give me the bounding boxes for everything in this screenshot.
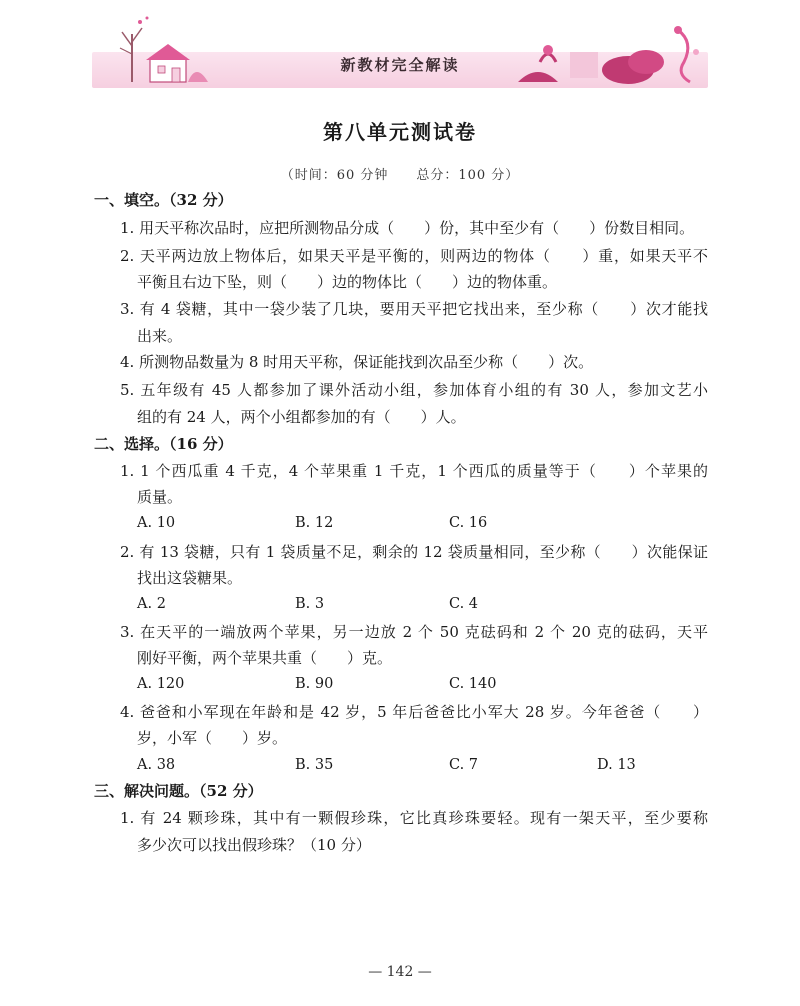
- header-title: 新教材完全解读: [340, 56, 460, 74]
- question-text: 5. 五年级有 45 人都参加了课外活动小组，参加体育小组的有 30 人，参加文艺小: [120, 381, 708, 399]
- option-b: B. 35: [295, 757, 334, 773]
- question-text-continued: 质量。: [137, 488, 183, 506]
- header-banner: [92, 12, 708, 88]
- question-text-continued: 岁，小军（ ）岁。: [137, 729, 288, 747]
- option-a: A. 38: [137, 757, 176, 773]
- question-text-continued: 平衡且右边下坠，则（ ）边的物体比（ ）边的物体重。: [137, 273, 558, 291]
- question-text: 3. 有 4 袋糖，其中一袋少装了几块，要用天平把它找出来，至少称（ ）次才能找: [120, 300, 708, 318]
- option-b: B. 12: [295, 515, 334, 531]
- question-text-continued: 出来。: [137, 327, 183, 345]
- question-text-continued: 找出这袋糖果。: [137, 569, 243, 587]
- option-d: D. 13: [597, 757, 636, 773]
- question-text-continued: 多少次可以找出假珍珠？（10 分）: [137, 836, 371, 854]
- question-text: 1. 用天平称次品时，应把所测物品分成（ ）份，其中至少有（ ）份数目相同。: [120, 219, 695, 237]
- option-c: C. 140: [449, 676, 497, 692]
- question-text: 4. 所测物品数量为 8 时用天平称，保证能找到次品至少称（ ）次。: [120, 353, 594, 371]
- question-text: 2. 天平两边放上物体后，如果天平是平衡的，则两边的物体（ ）重，如果天平不: [120, 247, 708, 265]
- section-heading: 三、解决问题。（52 分）: [94, 782, 263, 800]
- section-heading: 二、选择。（16 分）: [94, 435, 233, 453]
- option-a: A. 2: [137, 596, 166, 612]
- question-text: 3. 在天平的一端放两个苹果，另一边放 2 个 50 克砝码和 2 个 20 克的砝码，天平: [120, 623, 708, 641]
- option-a: A. 120: [137, 676, 185, 692]
- option-b: B. 90: [295, 676, 334, 692]
- option-b: B. 3: [295, 596, 325, 612]
- question-text: 4. 爸爸和小军现在年龄和是 42 岁，5 年后爸爸比小军大 28 岁。今年爸爸（ ）: [120, 703, 708, 721]
- section-heading: 一、填空。（32 分）: [94, 191, 233, 209]
- page-number: — 142 —: [368, 964, 432, 980]
- question-text: 1. 有 24 颗珍珠，其中有一颗假珍珠，它比真珍珠要轻。现有一架天平，至少要称: [120, 809, 708, 827]
- option-a: A. 10: [137, 515, 176, 531]
- option-c: C. 7: [449, 757, 479, 773]
- option-c: C. 16: [449, 515, 488, 531]
- exam-meta: （时间：60 分钟 总分：100 分）: [280, 168, 520, 183]
- question-text-continued: 组的有 24 人，两个小组都参加的有（ ）人。: [137, 408, 466, 426]
- option-c: C. 4: [449, 596, 479, 612]
- question-text-continued: 刚好平衡，两个苹果共重（ ）克。: [137, 649, 393, 667]
- question-text: 1. 1 个西瓜重 4 千克，4 个苹果重 1 千克，1 个西瓜的质量等于（ ）个苹果的: [120, 462, 708, 480]
- page-title: 第八单元测试卷: [323, 120, 477, 144]
- question-text: 2. 有 13 袋糖，只有 1 袋质量不足，剩余的 12 袋质量相同，至少称（ ）次能保证: [120, 543, 708, 561]
- house-tree-illustration: [92, 12, 212, 88]
